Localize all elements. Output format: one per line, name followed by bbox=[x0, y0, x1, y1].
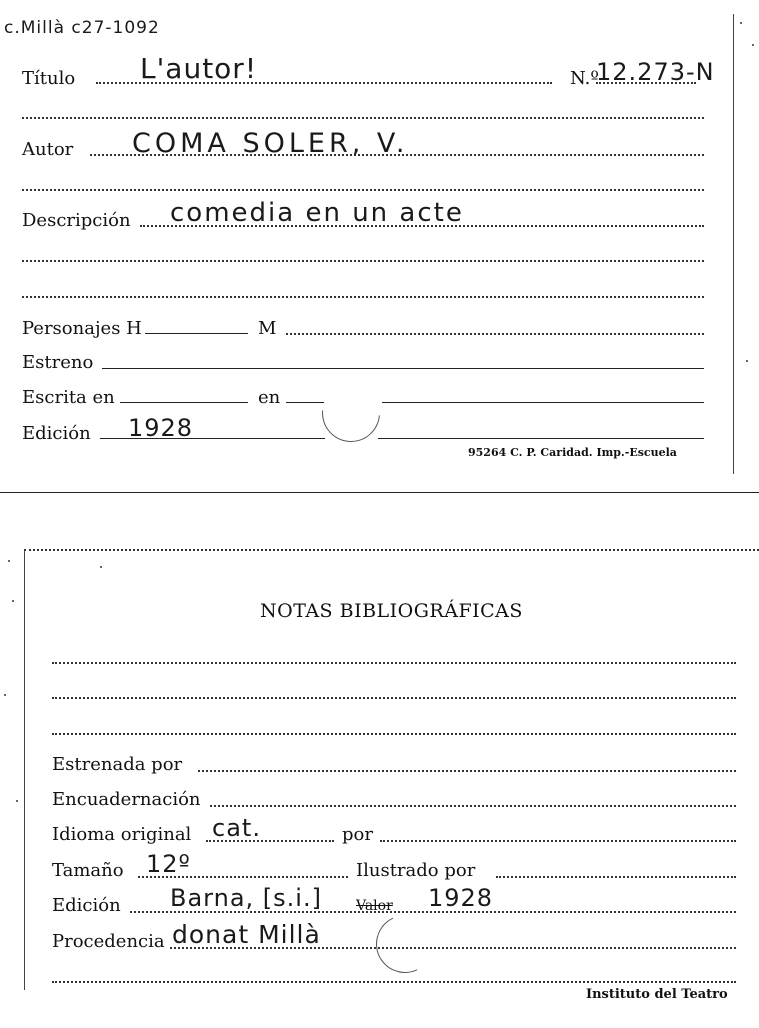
valor-label: Valor bbox=[356, 898, 393, 914]
printer-imprint: 95264 C. P. Caridad. Imp.-Escuela bbox=[468, 446, 677, 459]
blank-line-3 bbox=[52, 733, 736, 735]
ilustrado-label: Ilustrado por bbox=[356, 860, 476, 881]
scan-speck bbox=[746, 360, 748, 362]
blank-line-1 bbox=[22, 117, 704, 119]
en-line bbox=[286, 402, 324, 403]
titulo-value: L'autor! bbox=[140, 52, 258, 85]
blank-line-2 bbox=[22, 189, 704, 191]
edicion-label: Edición bbox=[22, 423, 91, 444]
escrita-label: Escrita en bbox=[22, 387, 115, 408]
blank-line-1 bbox=[52, 662, 736, 664]
scan-speck bbox=[8, 560, 10, 562]
blank-line-3 bbox=[22, 260, 704, 262]
idioma-value: cat. bbox=[212, 814, 261, 842]
procedencia-value: donat Millà bbox=[172, 920, 321, 949]
institute-footer: Instituto del Teatro bbox=[586, 987, 728, 1002]
card-edge bbox=[24, 550, 25, 990]
personajes-label: Personajes H bbox=[22, 318, 142, 339]
punch-hole bbox=[368, 907, 442, 981]
punch-hole bbox=[310, 372, 392, 454]
card-divider bbox=[0, 492, 759, 493]
descripcion-label: Descripción bbox=[22, 210, 131, 231]
scan-speck bbox=[100, 566, 102, 568]
blank-line-2 bbox=[52, 697, 736, 699]
estrenada-line bbox=[198, 770, 736, 772]
numero-line bbox=[596, 82, 696, 84]
en-line-right bbox=[382, 402, 704, 403]
personajes-h-line bbox=[145, 333, 248, 334]
scan-speck bbox=[16, 800, 18, 802]
estreno-label: Estreno bbox=[22, 352, 94, 373]
edicion-value: Barna, [s.i.] bbox=[170, 884, 322, 912]
blank-line-4 bbox=[52, 981, 736, 983]
edicion-value: 1928 bbox=[128, 414, 194, 442]
tamano-label: Tamaño bbox=[52, 860, 124, 881]
edicion-line-right bbox=[378, 438, 704, 439]
descripcion-value: comedia en un acte bbox=[170, 198, 464, 228]
card-edge bbox=[733, 14, 734, 474]
valor-value: 1928 bbox=[428, 884, 494, 912]
encuadernacion-label: Encuadernación bbox=[52, 789, 201, 810]
scan-speck bbox=[752, 44, 754, 46]
procedencia-label: Procedencia bbox=[52, 931, 165, 952]
numero-label: N.º bbox=[570, 68, 599, 89]
notas-heading: NOTAS BIBLIOGRÁFICAS bbox=[260, 600, 523, 622]
scan-speck bbox=[4, 694, 6, 696]
edicion-label: Edición bbox=[52, 895, 121, 916]
numero-value: 12.273-N bbox=[596, 58, 715, 86]
blank-line-4 bbox=[22, 296, 704, 298]
idioma-label: Idioma original bbox=[52, 824, 192, 845]
personajes-m-line bbox=[286, 333, 704, 335]
por-line bbox=[380, 840, 736, 842]
card-edge bbox=[24, 549, 759, 551]
titulo-label: Título bbox=[22, 68, 76, 89]
corner-note: c.Millà c27-1092 bbox=[4, 18, 160, 38]
escrita-line bbox=[120, 402, 248, 403]
autor-label: Autor bbox=[22, 139, 74, 160]
scan-speck bbox=[740, 22, 742, 24]
tamano-value: 12º bbox=[146, 850, 191, 878]
autor-value: COMA SOLER, V. bbox=[132, 128, 409, 159]
scan-speck bbox=[12, 600, 14, 602]
estreno-line bbox=[102, 368, 704, 369]
encuadernacion-line bbox=[210, 805, 736, 807]
en-label: en bbox=[258, 387, 281, 408]
por-label: por bbox=[342, 824, 373, 845]
m-label: M bbox=[258, 318, 277, 339]
estrenada-label: Estrenada por bbox=[52, 754, 183, 775]
ilustrado-line bbox=[496, 876, 736, 878]
